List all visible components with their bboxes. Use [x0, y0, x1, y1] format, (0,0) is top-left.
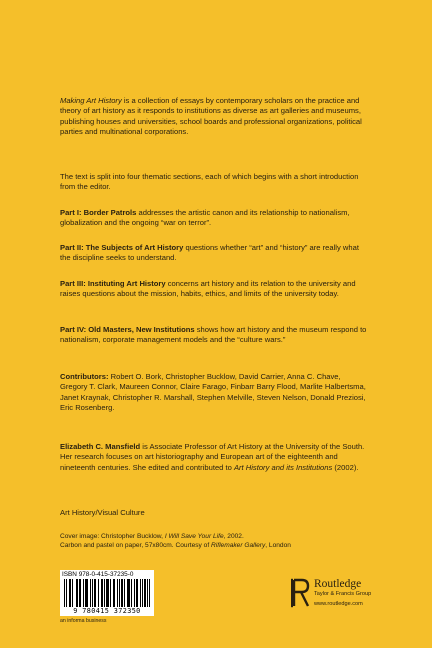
- author-book-title: Art History and its Institutions: [233, 462, 333, 472]
- cover-medium: Carbon and pastel on paper, 57x80cm. Courtesy of: [60, 542, 212, 550]
- part-4-paragraph: [60, 325, 370, 346]
- publisher-logo-block: [290, 576, 410, 616]
- part-4-title: Part IV: Old Masters, New Institutions: [60, 325, 195, 334]
- intro-text: is a collection of essays by contemporary scholars on the practice and theory of art history as it responds to institutions as diverse as art galleries and museums, publishing houses and universities, school boards and professional organizations, political parties and multinational corporations.: [60, 96, 362, 137]
- part-2-paragraph: [60, 243, 370, 264]
- contributors-paragraph: [60, 372, 370, 414]
- part-1-paragraph: [60, 208, 370, 229]
- cover-city: , London: [265, 542, 291, 550]
- part-1-text: addresses the artistic canon and its relationship to nationalism, globalization and the ongoing “war on terror”.: [60, 208, 350, 228]
- part-2-text: questions whether “art” and “history” are really what the discipline seeks to understand.: [60, 243, 359, 263]
- intro-paragraph: [60, 96, 370, 138]
- contributors-list: Robert O. Bork, Christopher Bucklow, David Carrier, Anna C. Chave, Gregory T. Clark, Maureen Connor, Claire Farago, Finbarr Barry Flood, Marlite Halbertsma, Janet Kraynak, Christopher R. Marshall, Stephen Melville, Steven Nelson, Donald Preziosi, Eric Rosenberg.: [60, 372, 366, 413]
- part-3-title: Part III: Instituting Art History: [60, 279, 166, 288]
- routledge-logo-icon: [290, 578, 312, 608]
- subject-category: [60, 508, 370, 518]
- isbn-number: ISBN 978-0-415-37235-0: [62, 571, 134, 578]
- author-paragraph: [60, 442, 370, 473]
- part-1-title: Part I: Border Patrols: [60, 208, 137, 217]
- cover-credit-prefix: Cover image: Christopher Bucklow,: [60, 533, 165, 540]
- part-2-title: Part II: The Subjects of Art History: [60, 243, 184, 252]
- author-book-year: (2002).: [332, 462, 359, 472]
- informa-tagline: an informa business: [60, 618, 107, 624]
- cover-gallery: Riflemaker Gallery: [211, 542, 266, 550]
- barcode-digits: 9 780415 372350: [73, 607, 141, 615]
- cover-credit: [60, 532, 370, 551]
- barcode: [60, 570, 154, 616]
- barcode-bar: [149, 579, 150, 607]
- part-3-text: concerns art history and its relation to the university and raises questions about the mission, habits, ethics, and limits of the university today.: [60, 279, 356, 299]
- cover-credit-year: , 2002.: [223, 533, 244, 540]
- cover-work-title: I Will Save Your Life: [164, 533, 224, 540]
- publisher-name: Routledge: [314, 578, 362, 590]
- barcode-bars: [64, 579, 150, 607]
- publisher-url[interactable]: www.routledge.com: [314, 601, 363, 607]
- category-text: Art History/Visual Culture: [60, 508, 145, 517]
- author-bio: is Associate Professor of Art History at the University of the South. Her research focuses on art historiography and European art of the eighteenth and nineteenth centuries. She edited and contributed to: [60, 442, 365, 472]
- sections-text: The text is split into four thematic sections, each of which begins with a short introduction from the editor.: [60, 172, 359, 192]
- author-name: Elizabeth C. Mansfield: [60, 442, 141, 451]
- book-title: Making Art History: [60, 96, 122, 105]
- contributors-label: Contributors:: [60, 372, 109, 381]
- part-4-text: shows how art history and the museum respond to nationalism, corporate management models and the “culture wars.”: [60, 325, 367, 345]
- part-3-paragraph: [60, 279, 370, 300]
- sections-paragraph: [60, 172, 370, 193]
- publisher-group: Taylor & Francis Group: [314, 591, 372, 597]
